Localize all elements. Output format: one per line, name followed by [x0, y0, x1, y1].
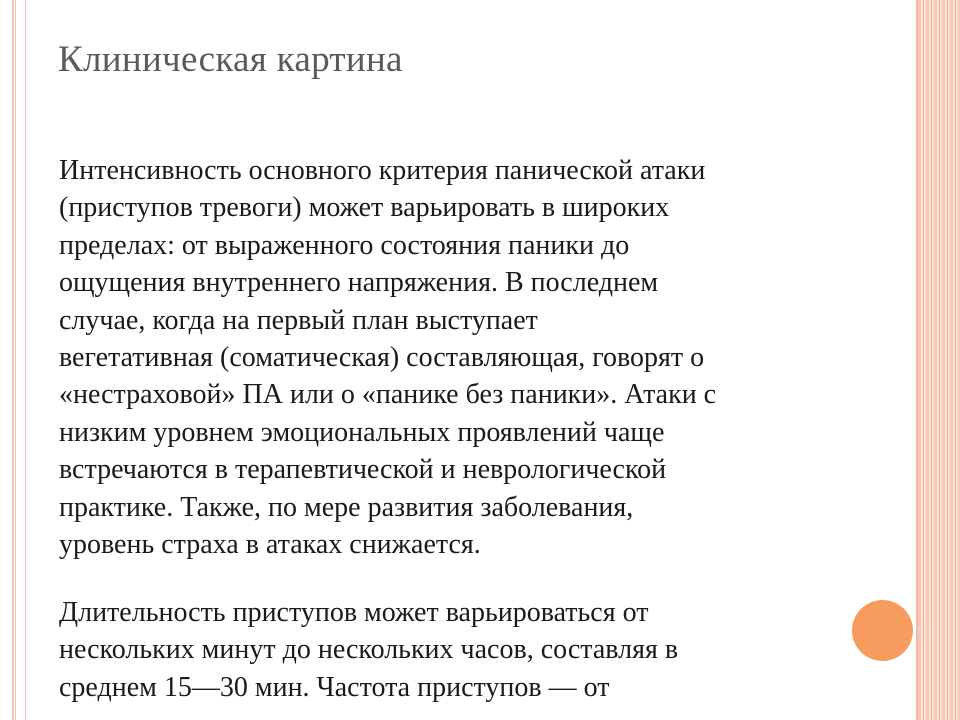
text-line: Длительность приступов может варьироваться от — [59, 597, 649, 628]
text-line: среднем 15—30 мин. Частота приступов — от — [59, 671, 610, 703]
text-line: вегетативная (соматическая) составляющая, говорят о — [59, 342, 705, 374]
text-line: ощущения внутреннего напряжения. В последнем — [59, 267, 659, 299]
text-line: нескольких минут до нескольких часов, составляя в — [59, 634, 679, 666]
text-line: «нестраховой» ПА или о «панике без паники». Атаки с — [59, 379, 717, 411]
text-line: уровень страха в атаках снижается. — [59, 529, 481, 561]
right-decorative-stripes — [918, 0, 960, 720]
left-border-line — [12, 0, 14, 720]
text-line: практике. Также, по мере развития заболевания, — [59, 491, 634, 523]
orange-circle-decoration — [852, 600, 913, 661]
text-line: встречаются в терапевтической и неврологической — [59, 454, 667, 486]
paragraph-intensity — [59, 152, 909, 563]
paragraph-duration — [59, 594, 909, 706]
left-border-line — [25, 0, 26, 720]
text-line: низким уровнем эмоциональных проявлений чаще — [59, 416, 665, 448]
text-line: (приступов тревоги) может варьировать в широких — [59, 192, 670, 224]
text-line: Интенсивность основного критерия панической атаки — [59, 155, 706, 186]
text-line: случае, когда на первый план выступает — [59, 304, 538, 336]
left-border-line — [15, 0, 16, 720]
text-line: пределах: от выраженного состояния паники до — [59, 229, 630, 261]
slide-title: Клиническая картина — [58, 39, 403, 80]
